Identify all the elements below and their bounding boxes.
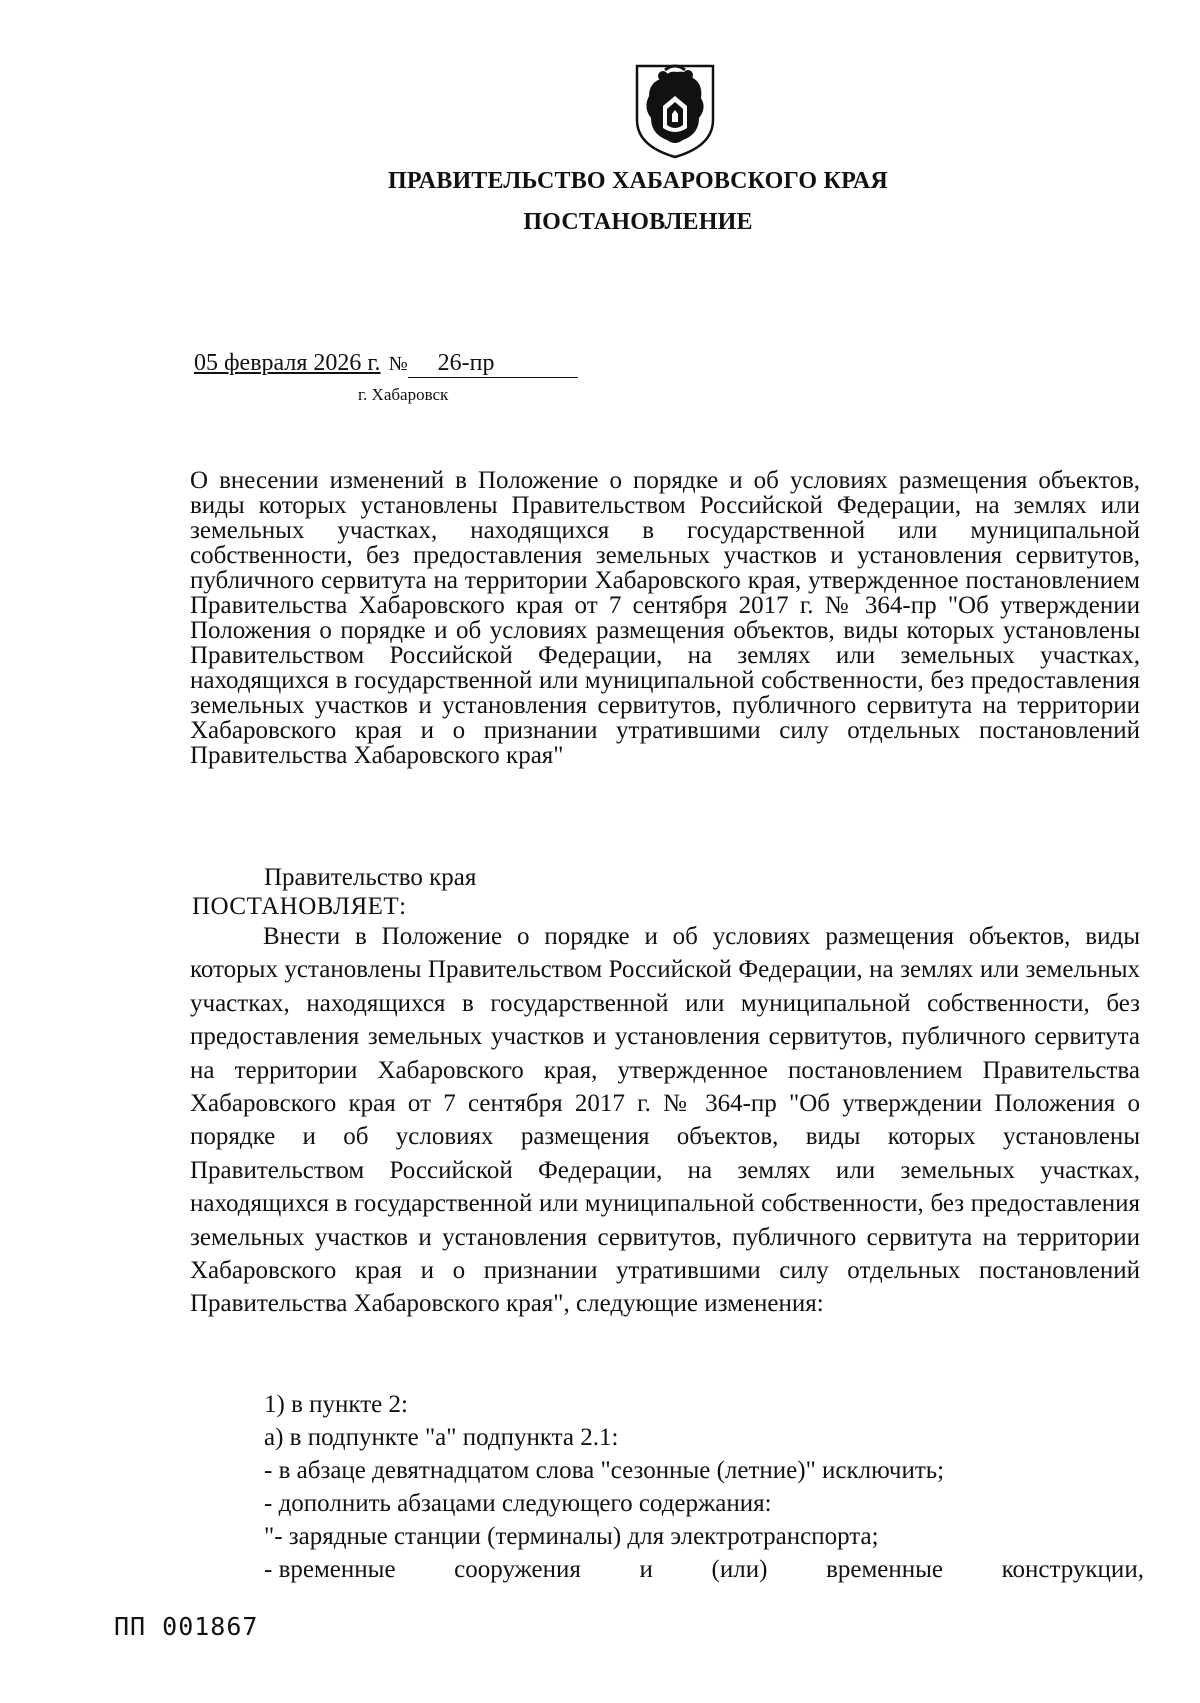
document-type-title: ПОСТАНОВЛЕНИЕ <box>523 209 753 235</box>
resolves-line: ПОСТАНОВЛЯЕТ: <box>192 893 407 920</box>
word: сооружения <box>454 1556 581 1583</box>
list-item-last <box>264 1556 1144 1584</box>
word: временные <box>826 1556 944 1583</box>
main-paragraph: Внести в Положение о порядке и об условиях размещения объектов, виды которых установлены Правительством Российской Федерации, на землях или земельных участках, находящихся в государственной или муниципальной собственности, без предоставления земельных участков и установления сервитутов, публичного сервитута на территории Хабаровского края, утвержденное постановлением Правительства Хабаровского края от 7 сентября 2017 г. № 364-пр "Об утверждении Положения о порядке и об условиях размещения объектов, виды которых установлены Правительством Российской Федерации, на землях или земельных участках, находящихся в государственной или муниципальной собственности, без предоставления земельных участков и установления сервитутов, публичного сервитута на территории Хабаровского края и о признании утратившими силу отдельных постановлений Правительства Хабаровского края", следующие изменения: <box>190 923 1140 1318</box>
document-number: 26-пр <box>408 350 578 378</box>
word: и <box>639 1556 653 1583</box>
document-city: г. Хабаровск <box>358 385 449 404</box>
list-item: а) в подпункте "а" подпункта 2.1: <box>264 1424 619 1451</box>
list-item: - в абзаце девятнадцатом слова "сезонные (летние)" исключить; <box>264 1457 945 1484</box>
document-date: 05 февраля 2026 г. <box>194 350 381 376</box>
form-code: ПП 001867 <box>114 1612 259 1641</box>
organization-title: ПРАВИТЕЛЬСТВО ХАБАРОВСКОГО КРАЯ <box>388 168 888 194</box>
document-subject-title: О внесении изменений в Положение о порядке и об условиях размещения объектов, виды которых установлены Правительством Российской Федерации, на землях или земельных участках, находящихся в государственной или муниципальной собственности, без предоставления земельных участков и установления сервитутов, публичного сервитута на территории Хабаровского края, утвержденное постановлением Правительства Хабаровского края от 7 сентября 2017 г. № 364-пр "Об утверждении Положения о порядке и об условиях размещения объектов, виды которых установлены Правительством Российской Федерации, на землях или земельных участках, находящихся в государственной или муниципальной собственности, без предоставления земельных участков и установления сервитутов, публичного сервитута на территории Хабаровского края и о признании утратившими силу отдельных постановлений Правительства Хабаровского края" <box>190 467 1140 769</box>
khabarovsk-coat-of-arms-icon <box>633 62 717 160</box>
government-line: Правительство края <box>264 864 477 891</box>
date-number-line <box>194 350 578 378</box>
list-item: 1) в пункте 2: <box>264 1391 408 1418</box>
word: конструкции, <box>1001 1556 1144 1583</box>
number-sign: № <box>388 353 408 375</box>
word: (или) <box>711 1556 768 1583</box>
list-item: - дополнить абзацами следующего содержания: <box>264 1490 772 1517</box>
list-item: "- зарядные станции (терминалы) для электротранспорта; <box>264 1523 879 1550</box>
word: - временные <box>264 1556 396 1583</box>
